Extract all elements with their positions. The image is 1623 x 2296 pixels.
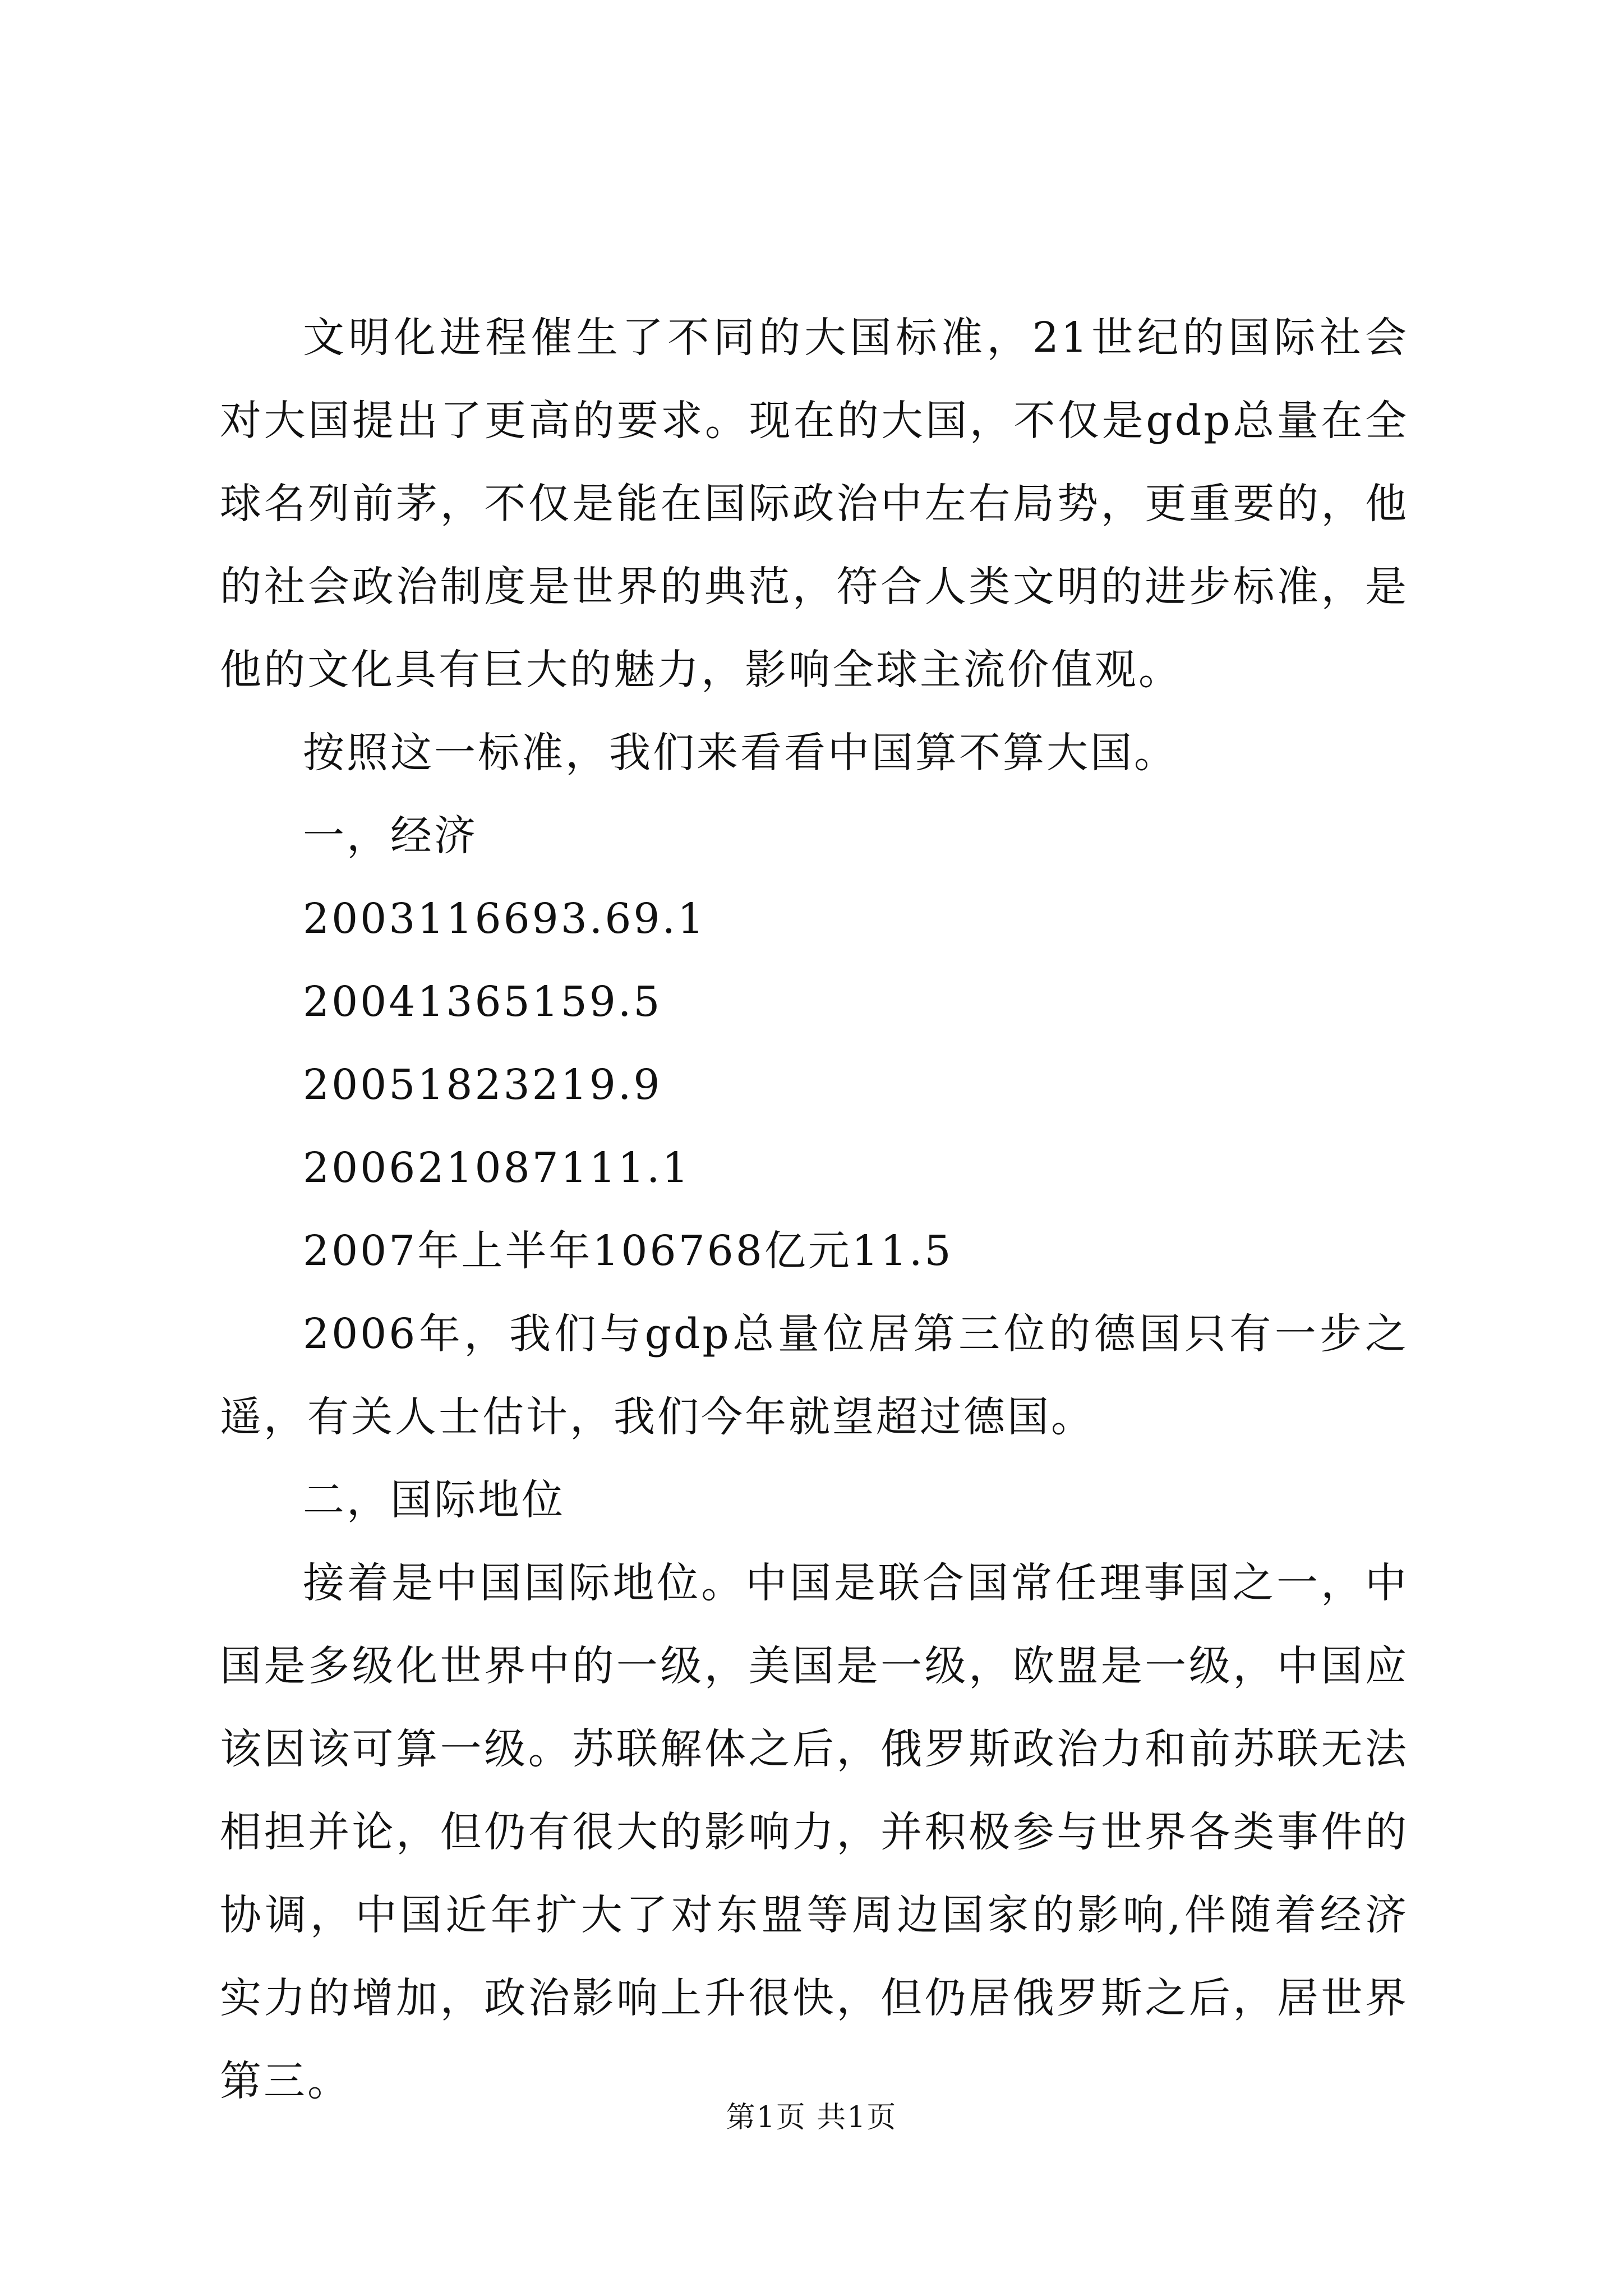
data-line-2004: 20041365159.5 (303, 978, 662, 1026)
section-heading-international-status: 二，国际地位 (303, 1476, 565, 1524)
data-line-2005: 20051823219.9 (303, 1061, 662, 1109)
paragraph-international-status: 接着是中国国际地位。中国是联合国常任理事国之一，中国是多级化世界中的一级，美国是一级，欧盟是一级，中国应该因该可算一级。苏联解体之后，俄罗斯政治力和前苏联无法相担并论，但仍有很大的影响力，并积极参与世界各类事件的协调，中国近年扩大了对东盟等周边国家的影响,伴随着经济实力的增加，政治影响上升很快，但仍居俄罗斯之后，居世界第三。 (220, 1559, 1409, 2105)
paragraph-intro: 文明化进程催生了不同的大国标准，21世纪的国际社会对大国提出了更高的要求。现在的大国，不仅是gdp总量在全球名列前茅，不仅是能在国际政治中左右局势，更重要的，他的社会政治制度是世界的典范，符合人类文明的进步标准，是他的文化具有巨大的魅力，影响全球主流价值观。 (220, 314, 1409, 694)
data-line-2007: 2007年上半年106768亿元11.5 (303, 1227, 953, 1275)
document-body (220, 296, 1409, 2123)
page-footer (0, 2098, 1623, 2137)
data-line-2006: 200621087111.1 (303, 1144, 691, 1192)
page-number-label: 第1页 共1页 (726, 2101, 897, 2134)
paragraph-standard: 按照这一标准，我们来看看中国算不算大国。 (303, 729, 1178, 777)
paragraph-germany: 2006年，我们与gdp总量位居第三位的德国只有一步之遥，有关人士估计，我们今年就望超过德国。 (220, 1310, 1409, 1441)
data-line-2003: 2003116693.69.1 (303, 895, 707, 943)
section-heading-economy: 一，经济 (303, 812, 478, 860)
